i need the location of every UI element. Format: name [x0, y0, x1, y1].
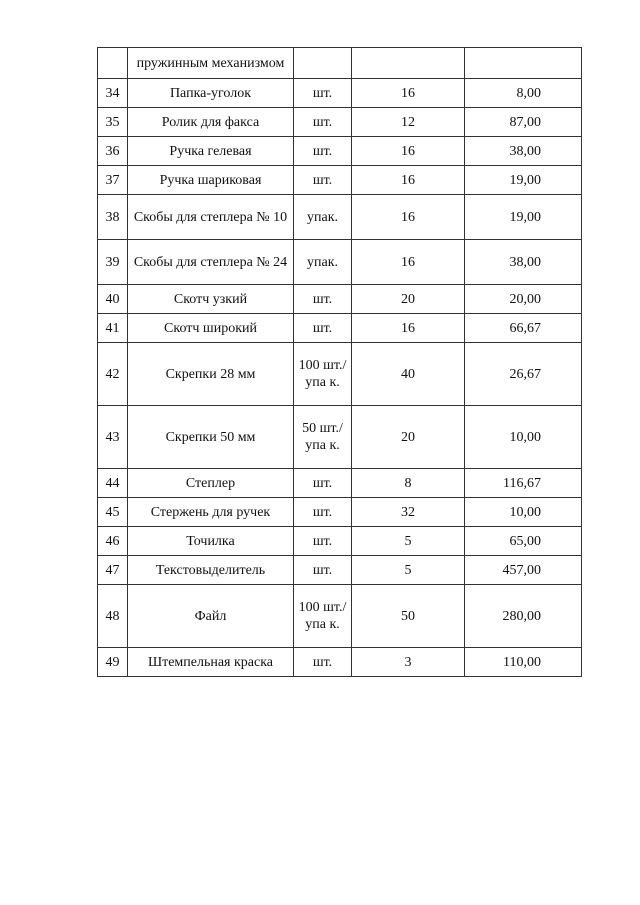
row-number: 45: [98, 498, 128, 527]
row-number: 38: [98, 195, 128, 240]
row-number: 48: [98, 585, 128, 648]
item-name: Скотч узкий: [128, 285, 294, 314]
price: 19,00: [465, 166, 582, 195]
price: 38,00: [465, 137, 582, 166]
row-number: 37: [98, 166, 128, 195]
table-row: [98, 527, 582, 556]
row-number: 47: [98, 556, 128, 585]
table-row: [98, 79, 582, 108]
table-row: [98, 498, 582, 527]
quantity: 16: [352, 137, 465, 166]
unit: шт.: [294, 285, 352, 314]
table-row: [98, 585, 582, 648]
supplies-table: [97, 47, 582, 677]
unit: шт.: [294, 137, 352, 166]
row-number: [98, 48, 128, 79]
price: 65,00: [465, 527, 582, 556]
row-number: 49: [98, 648, 128, 677]
table-row: [98, 285, 582, 314]
table-row: [98, 406, 582, 469]
item-name: Файл: [128, 585, 294, 648]
item-name: Скобы для степлера № 10: [128, 195, 294, 240]
item-name: пружинным механизмом: [128, 48, 294, 79]
quantity: 12: [352, 108, 465, 137]
unit: шт.: [294, 527, 352, 556]
table-row: [98, 469, 582, 498]
row-number: 35: [98, 108, 128, 137]
unit: шт.: [294, 108, 352, 137]
price: 38,00: [465, 240, 582, 285]
quantity: 32: [352, 498, 465, 527]
table-row: [98, 648, 582, 677]
table-row: [98, 343, 582, 406]
row-number: 41: [98, 314, 128, 343]
item-name: Текстовыделитель: [128, 556, 294, 585]
unit: [294, 48, 352, 79]
unit: 100 шт./упа к.: [294, 585, 352, 648]
table-row: [98, 166, 582, 195]
table-row: [98, 314, 582, 343]
item-name: Точилка: [128, 527, 294, 556]
price: 20,00: [465, 285, 582, 314]
table-row: [98, 556, 582, 585]
unit: шт.: [294, 498, 352, 527]
table-row: [98, 108, 582, 137]
row-number: 44: [98, 469, 128, 498]
unit: 100 шт./упа к.: [294, 343, 352, 406]
price: 26,67: [465, 343, 582, 406]
quantity: 16: [352, 314, 465, 343]
price: 19,00: [465, 195, 582, 240]
item-name: Скобы для степлера № 24: [128, 240, 294, 285]
quantity: 50: [352, 585, 465, 648]
quantity: 40: [352, 343, 465, 406]
price: 66,67: [465, 314, 582, 343]
unit: шт.: [294, 314, 352, 343]
price: 110,00: [465, 648, 582, 677]
row-number: 42: [98, 343, 128, 406]
row-number: 34: [98, 79, 128, 108]
item-name: Стержень для ручек: [128, 498, 294, 527]
unit: упак.: [294, 195, 352, 240]
quantity: 20: [352, 406, 465, 469]
quantity: 3: [352, 648, 465, 677]
unit: 50 шт./упа к.: [294, 406, 352, 469]
row-number: 40: [98, 285, 128, 314]
item-name: Степлер: [128, 469, 294, 498]
quantity: 16: [352, 166, 465, 195]
quantity: 20: [352, 285, 465, 314]
unit: упак.: [294, 240, 352, 285]
item-name: Ручка шариковая: [128, 166, 294, 195]
price: 116,67: [465, 469, 582, 498]
item-name: Скотч широкий: [128, 314, 294, 343]
price: 8,00: [465, 79, 582, 108]
unit: шт.: [294, 79, 352, 108]
price: 10,00: [465, 406, 582, 469]
unit: шт.: [294, 469, 352, 498]
quantity: 5: [352, 556, 465, 585]
price: [465, 48, 582, 79]
table-row: [98, 48, 582, 79]
price: 87,00: [465, 108, 582, 137]
row-number: 43: [98, 406, 128, 469]
row-number: 36: [98, 137, 128, 166]
unit: шт.: [294, 648, 352, 677]
unit: шт.: [294, 556, 352, 585]
quantity: 16: [352, 79, 465, 108]
item-name: Скрепки 50 мм: [128, 406, 294, 469]
row-number: 39: [98, 240, 128, 285]
item-name: Ручка гелевая: [128, 137, 294, 166]
item-name: Ролик для факса: [128, 108, 294, 137]
price: 457,00: [465, 556, 582, 585]
price: 10,00: [465, 498, 582, 527]
quantity: 5: [352, 527, 465, 556]
item-name: Скрепки 28 мм: [128, 343, 294, 406]
table-row: [98, 240, 582, 285]
supplies-table-container: [97, 47, 582, 677]
item-name: Папка-уголок: [128, 79, 294, 108]
table-row: [98, 137, 582, 166]
quantity: [352, 48, 465, 79]
unit: шт.: [294, 166, 352, 195]
table-row: [98, 195, 582, 240]
price: 280,00: [465, 585, 582, 648]
item-name: Штемпельная краска: [128, 648, 294, 677]
quantity: 16: [352, 240, 465, 285]
quantity: 16: [352, 195, 465, 240]
row-number: 46: [98, 527, 128, 556]
quantity: 8: [352, 469, 465, 498]
